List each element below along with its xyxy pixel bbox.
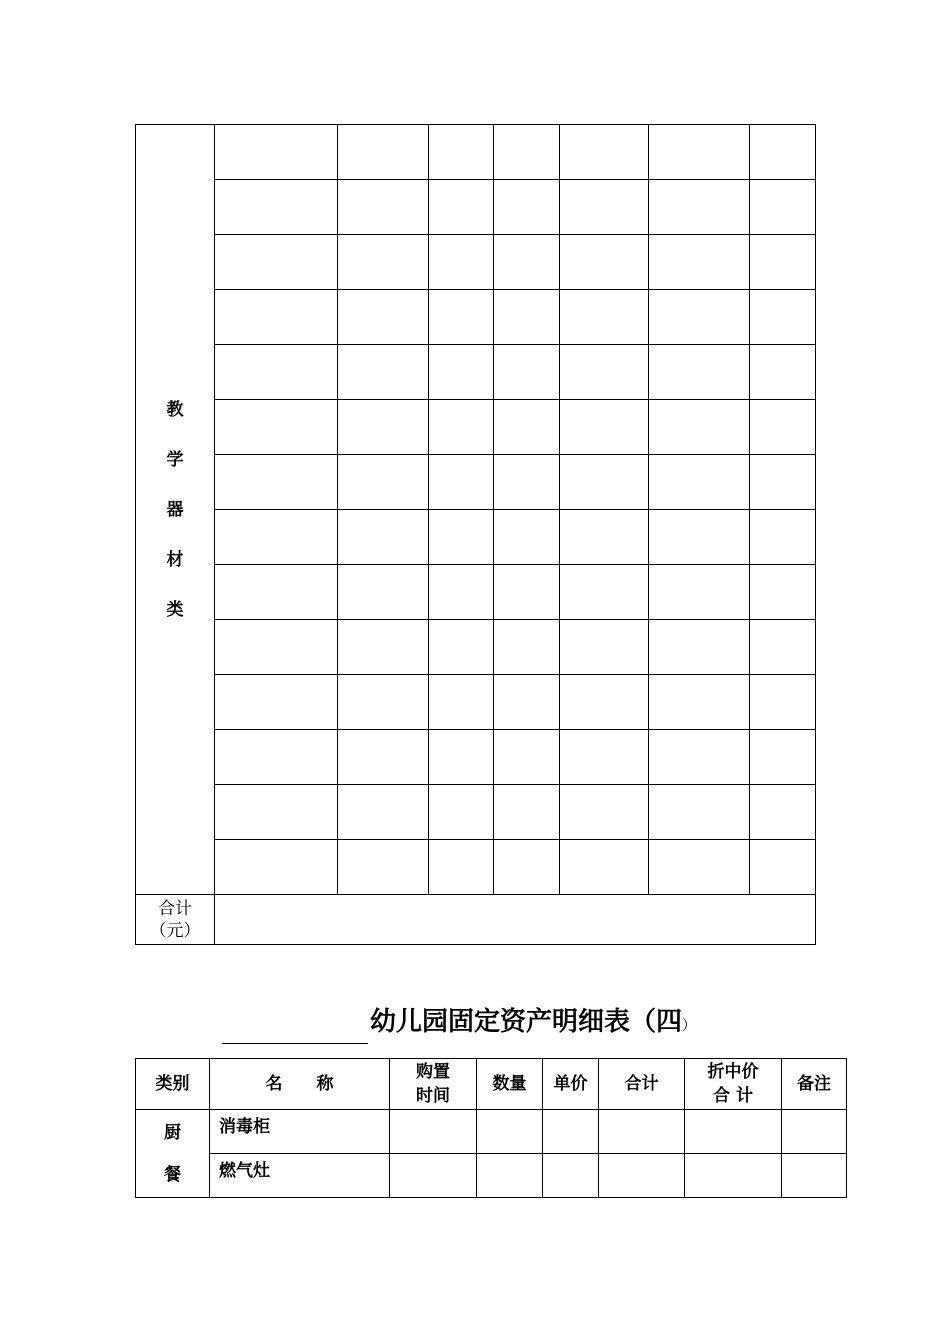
category-char: 教 xyxy=(166,399,184,420)
table-row xyxy=(136,290,816,345)
table-cell[interactable] xyxy=(338,400,429,455)
table-cell[interactable] xyxy=(560,180,649,235)
table-cell[interactable] xyxy=(649,840,750,895)
table-cell[interactable] xyxy=(649,290,750,345)
table-cell[interactable] xyxy=(543,1110,599,1154)
category-char: 器 xyxy=(166,499,184,520)
table-cell[interactable] xyxy=(782,1110,847,1154)
table-cell[interactable] xyxy=(215,455,338,510)
table-cell[interactable] xyxy=(649,565,750,620)
total-row xyxy=(136,895,816,945)
table-cell[interactable] xyxy=(494,235,560,290)
table-cell[interactable] xyxy=(560,510,649,565)
total-value-cell[interactable] xyxy=(215,895,816,945)
table-cell[interactable] xyxy=(390,1110,477,1154)
table-cell[interactable] xyxy=(649,510,750,565)
table-cell[interactable] xyxy=(429,565,494,620)
table-cell[interactable] xyxy=(494,620,560,675)
table-cell[interactable] xyxy=(560,345,649,400)
table-row xyxy=(136,675,816,730)
category-cell-kitchen-dining xyxy=(136,1110,210,1198)
table-cell[interactable] xyxy=(338,840,429,895)
table-cell[interactable] xyxy=(782,1154,847,1198)
table-cell[interactable] xyxy=(215,620,338,675)
table-cell[interactable] xyxy=(215,400,338,455)
table-cell[interactable] xyxy=(338,510,429,565)
table-cell[interactable] xyxy=(750,180,816,235)
table-header-row xyxy=(136,1059,847,1110)
table-cell[interactable] xyxy=(750,565,816,620)
table-cell[interactable] xyxy=(560,620,649,675)
table-cell[interactable] xyxy=(560,840,649,895)
table-cell[interactable] xyxy=(494,510,560,565)
table-cell[interactable] xyxy=(429,180,494,235)
table-cell[interactable] xyxy=(429,620,494,675)
table-cell[interactable] xyxy=(338,565,429,620)
table-cell[interactable] xyxy=(649,125,750,180)
category-char: 学 xyxy=(166,449,184,470)
table-cell[interactable] xyxy=(494,565,560,620)
table-cell[interactable] xyxy=(599,1154,685,1198)
item-name: 消毒柜 xyxy=(210,1110,390,1154)
table-cell[interactable] xyxy=(599,1110,685,1154)
header-discount-total: 折中价 合 计 xyxy=(685,1059,782,1110)
table-cell[interactable] xyxy=(560,400,649,455)
table-row xyxy=(136,235,816,290)
table-cell[interactable] xyxy=(750,345,816,400)
table-cell[interactable] xyxy=(338,785,429,840)
table-cell[interactable] xyxy=(649,180,750,235)
title-close-paren: ） xyxy=(682,1018,697,1034)
table-cell[interactable] xyxy=(338,235,429,290)
assets-table-four xyxy=(135,1058,847,1198)
item-name: 燃气灶 xyxy=(210,1154,390,1198)
header-purchase-time: 购置 时间 xyxy=(390,1059,477,1110)
table-cell[interactable] xyxy=(750,510,816,565)
table-cell[interactable] xyxy=(649,455,750,510)
table-cell[interactable] xyxy=(649,785,750,840)
table-cell[interactable] xyxy=(429,235,494,290)
table-cell[interactable] xyxy=(390,1154,477,1198)
table-row xyxy=(136,400,816,455)
table-cell[interactable] xyxy=(338,455,429,510)
table-cell[interactable] xyxy=(215,290,338,345)
table-cell[interactable] xyxy=(338,730,429,785)
table-cell[interactable] xyxy=(215,840,338,895)
table-cell[interactable] xyxy=(560,290,649,345)
title-text: 幼儿园固定资产明细表（四 xyxy=(370,1007,683,1037)
table-cell[interactable] xyxy=(215,730,338,785)
table-cell[interactable] xyxy=(338,675,429,730)
table-cell[interactable] xyxy=(560,730,649,785)
table-cell[interactable] xyxy=(429,510,494,565)
table-cell[interactable] xyxy=(560,785,649,840)
table-row xyxy=(136,565,816,620)
table-row xyxy=(136,1110,847,1154)
assets-table-teaching-equipment xyxy=(135,124,816,945)
table-cell[interactable] xyxy=(560,565,649,620)
table-cell[interactable] xyxy=(477,1154,543,1198)
table-cell[interactable] xyxy=(429,840,494,895)
table-cell[interactable] xyxy=(215,785,338,840)
table-cell[interactable] xyxy=(338,620,429,675)
table-cell[interactable] xyxy=(750,840,816,895)
table-row xyxy=(136,455,816,510)
page-title xyxy=(222,1004,696,1044)
table-cell[interactable] xyxy=(750,235,816,290)
table-cell[interactable] xyxy=(560,125,649,180)
category-char: 厨 xyxy=(164,1122,181,1143)
table-cell[interactable] xyxy=(494,785,560,840)
table-cell[interactable] xyxy=(560,675,649,730)
header-name: 名 称 xyxy=(210,1059,390,1110)
table-cell[interactable] xyxy=(750,400,816,455)
table-cell[interactable] xyxy=(494,840,560,895)
table-cell[interactable] xyxy=(215,125,338,180)
assets-table-body xyxy=(136,125,816,945)
header-quantity: 数量 xyxy=(477,1059,543,1110)
table-cell[interactable] xyxy=(649,235,750,290)
category-cell-teaching-equipment xyxy=(136,125,215,895)
table-cell[interactable] xyxy=(338,125,429,180)
table-cell[interactable] xyxy=(429,345,494,400)
table-cell[interactable] xyxy=(338,345,429,400)
table-cell[interactable] xyxy=(649,675,750,730)
table-cell[interactable] xyxy=(543,1154,599,1198)
kindergarten-name-blank[interactable] xyxy=(222,1013,368,1044)
table-cell[interactable] xyxy=(494,455,560,510)
table-cell[interactable] xyxy=(494,675,560,730)
table-cell[interactable] xyxy=(338,180,429,235)
table-cell[interactable] xyxy=(215,510,338,565)
table-cell[interactable] xyxy=(685,1154,782,1198)
table-cell[interactable] xyxy=(215,565,338,620)
table-cell[interactable] xyxy=(429,785,494,840)
header-total: 合计 xyxy=(599,1059,685,1110)
table-row xyxy=(136,1154,847,1198)
table-cell[interactable] xyxy=(750,785,816,840)
table-cell[interactable] xyxy=(215,345,338,400)
table-row xyxy=(136,730,816,785)
table-cell[interactable] xyxy=(750,620,816,675)
table-cell[interactable] xyxy=(494,180,560,235)
total-label: 合计 （元） xyxy=(136,895,215,945)
table-cell[interactable] xyxy=(649,400,750,455)
table-row xyxy=(136,620,816,675)
table-row xyxy=(136,345,816,400)
table-cell[interactable] xyxy=(750,730,816,785)
table-cell[interactable] xyxy=(477,1110,543,1154)
table-row xyxy=(136,785,816,840)
table-cell[interactable] xyxy=(429,125,494,180)
table-cell[interactable] xyxy=(494,290,560,345)
table-cell[interactable] xyxy=(215,235,338,290)
table-cell[interactable] xyxy=(215,180,338,235)
category-char: 类 xyxy=(166,599,184,620)
table-cell[interactable] xyxy=(750,455,816,510)
header-unit-price: 单价 xyxy=(543,1059,599,1110)
table-cell[interactable] xyxy=(649,730,750,785)
table-cell[interactable] xyxy=(429,730,494,785)
table-cell[interactable] xyxy=(494,730,560,785)
table-cell[interactable] xyxy=(494,125,560,180)
category-char: 材 xyxy=(166,549,184,570)
category-char: 餐 xyxy=(164,1164,181,1185)
table-cell[interactable] xyxy=(429,675,494,730)
table-cell[interactable] xyxy=(750,675,816,730)
table-cell[interactable] xyxy=(494,400,560,455)
table-row xyxy=(136,125,816,180)
table-row xyxy=(136,510,816,565)
table-cell[interactable] xyxy=(649,345,750,400)
table-cell[interactable] xyxy=(429,400,494,455)
table-cell[interactable] xyxy=(429,290,494,345)
table-cell[interactable] xyxy=(560,455,649,510)
table-cell[interactable] xyxy=(560,235,649,290)
header-remark: 备注 xyxy=(782,1059,847,1110)
table-row xyxy=(136,840,816,895)
table-cell[interactable] xyxy=(750,290,816,345)
table-cell[interactable] xyxy=(429,455,494,510)
table-cell[interactable] xyxy=(494,345,560,400)
header-category: 类别 xyxy=(136,1059,210,1110)
table-cell[interactable] xyxy=(649,620,750,675)
table-cell[interactable] xyxy=(338,290,429,345)
table-row xyxy=(136,180,816,235)
table-cell[interactable] xyxy=(215,675,338,730)
table-cell[interactable] xyxy=(685,1110,782,1154)
table-cell[interactable] xyxy=(750,125,816,180)
